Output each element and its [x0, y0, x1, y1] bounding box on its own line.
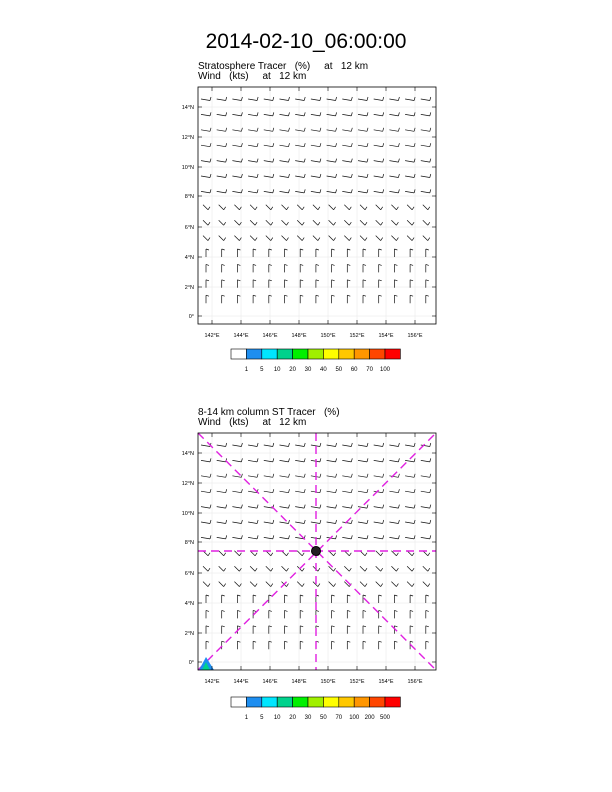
wind-barb [248, 474, 258, 478]
colorbar-label: 30 [304, 715, 312, 721]
wind-barb [295, 443, 305, 447]
wind-barb [280, 474, 290, 478]
wind-barb [201, 474, 211, 478]
wind-barb [394, 595, 397, 603]
lat-tick-label: 2°N [184, 285, 194, 291]
lon-tick-label: 142°E [204, 679, 220, 685]
wind-barb [206, 626, 209, 634]
wind-barb [248, 458, 258, 462]
colorbar-swatch [354, 697, 369, 707]
wind-barb [379, 641, 382, 649]
colorbar-label: 70 [335, 715, 343, 721]
lat-tick-label: 12°N [181, 135, 194, 141]
wind-barb [342, 535, 352, 539]
wind-barb [201, 489, 211, 493]
wind-barb [391, 582, 398, 587]
wind-barb [300, 595, 303, 603]
lat-tick-label: 4°N [184, 601, 194, 607]
colorbar-label: 20 [289, 715, 296, 721]
wind-barb [405, 443, 415, 447]
wind-barb [203, 582, 210, 587]
lon-tick-label: 144°E [233, 679, 249, 685]
wind-barb [332, 595, 335, 603]
wind-barb [264, 474, 274, 478]
wind-barb [360, 566, 367, 571]
wind-barb [342, 474, 352, 478]
wind-barb [201, 535, 211, 539]
colorbar-label: 500 [379, 715, 391, 721]
wind-barb [347, 626, 350, 634]
wind-barb [405, 535, 415, 539]
wind-barb [358, 458, 368, 462]
wind-barb [407, 566, 414, 571]
wind-barb [426, 626, 429, 634]
wind-barb [234, 566, 241, 571]
wind-barb [423, 582, 430, 587]
wind-barb [342, 458, 352, 462]
wind-barb [217, 535, 227, 539]
wind-barb [379, 626, 382, 634]
wind-barb [269, 641, 272, 649]
wind-barb [248, 505, 258, 509]
wind-barb [234, 582, 241, 587]
wind-barb [248, 520, 258, 524]
wind-barb [329, 582, 336, 587]
wind-barb [253, 595, 256, 603]
lon-tick-label: 154°E [378, 333, 394, 339]
panel-1-subtitle-line2: Wind (kts) at 12 km [198, 71, 307, 82]
lat-tick-label: 6°N [184, 225, 194, 231]
colorbar-label: 1 [244, 715, 249, 721]
wind-barb [237, 641, 240, 649]
wind-barb [269, 610, 272, 618]
wind-barb [358, 443, 368, 447]
colorbar-label: 100 [349, 715, 360, 721]
colorbar-label: 20 [289, 367, 296, 373]
wind-barb [389, 458, 399, 462]
wind-barb [266, 582, 273, 587]
lat-tick-label: 6°N [184, 571, 194, 577]
wind-barb [360, 582, 367, 587]
wind-barb [394, 610, 397, 618]
wind-barb [405, 489, 415, 493]
panel-2-subtitle-line1: 8-14 km column ST Tracer (%) [198, 407, 340, 418]
wind-barb [222, 626, 225, 634]
panel-1-subtitle-line1: Stratosphere Tracer (%) at 12 km [198, 61, 369, 72]
wind-barb [376, 582, 383, 587]
wind-barb [217, 474, 227, 478]
wind-barb [285, 626, 288, 634]
wind-barb [266, 566, 273, 571]
wind-barb [248, 535, 258, 539]
wind-barb [347, 595, 350, 603]
wind-barb [389, 520, 399, 524]
wind-barb [347, 610, 350, 618]
wind-barb [410, 595, 413, 603]
wind-barb [358, 505, 368, 509]
wind-barb [264, 458, 274, 462]
wind-barb [201, 458, 211, 462]
wind-barb [280, 520, 290, 524]
colorbar-label: 40 [320, 367, 327, 373]
wind-barb [421, 535, 431, 539]
wind-barb [358, 474, 368, 478]
wind-barb [332, 610, 335, 618]
wind-barb [374, 535, 384, 539]
lat-tick-label: 2°N [184, 631, 194, 637]
wind-barb [311, 443, 321, 447]
wind-barb [217, 505, 227, 509]
colorbar-swatch [370, 697, 385, 707]
lat-tick-label: 10°N [181, 511, 194, 517]
wind-barb [217, 520, 227, 524]
lat-tick-label: 8°N [184, 540, 194, 546]
wind-barb [342, 489, 352, 493]
wind-barb [410, 626, 413, 634]
wind-barb [342, 443, 352, 447]
lat-tick-label: 12°N [181, 481, 194, 487]
wind-barb [358, 489, 368, 493]
wind-barb [426, 641, 429, 649]
lat-tick-label: 4°N [184, 255, 194, 261]
wind-barb [206, 641, 209, 649]
wind-barb [389, 489, 399, 493]
wind-barb [426, 610, 429, 618]
colorbar-label: 30 [304, 367, 312, 373]
colorbar-label: 100 [379, 367, 391, 373]
colorbar-label: 200 [364, 715, 375, 721]
wind-barb [407, 582, 414, 587]
colorbar-swatch [308, 697, 323, 707]
wind-barb [405, 474, 415, 478]
wind-barb [282, 566, 289, 571]
colorbar-label: 50 [320, 715, 327, 721]
lon-tick-label: 156°E [407, 679, 423, 685]
storm-center-marker [312, 547, 321, 556]
wind-barb [376, 566, 383, 571]
colorbar-label: 50 [335, 367, 343, 373]
lon-tick-label: 152°E [349, 679, 365, 685]
wind-barb [264, 489, 274, 493]
lat-tick-label: 8°N [184, 194, 194, 200]
wind-barb [253, 626, 256, 634]
wind-barb [391, 566, 398, 571]
wind-barb [342, 505, 352, 509]
wind-barb [280, 535, 290, 539]
lat-tick-label: 14°N [181, 451, 194, 457]
wind-barb [206, 595, 209, 603]
colorbar-swatch [262, 697, 277, 707]
lat-tick-label: 14°N [181, 105, 194, 111]
wind-barb [295, 458, 305, 462]
wind-barb [389, 535, 399, 539]
colorbar-label: 10 [273, 367, 281, 373]
colorbar-label: 5 [260, 715, 264, 721]
wind-barb [285, 641, 288, 649]
lon-tick-label: 152°E [349, 333, 365, 339]
wind-barb [389, 443, 399, 447]
wind-barb [250, 582, 257, 587]
wind-barb [421, 458, 431, 462]
wind-barb [222, 595, 225, 603]
colorbar-label: 60 [350, 367, 358, 373]
wind-barb [421, 505, 431, 509]
lon-tick-label: 148°E [291, 333, 307, 339]
wind-barb [237, 595, 240, 603]
wind-barb [379, 595, 382, 603]
wind-barb [222, 641, 225, 649]
wind-barb [374, 458, 384, 462]
wind-barb [405, 505, 415, 509]
lon-tick-label: 146°E [262, 333, 278, 339]
wind-barb [311, 520, 321, 524]
wind-barb [206, 610, 209, 618]
lat-tick-label: 0° [188, 314, 194, 320]
wind-barb [253, 641, 256, 649]
lon-tick-label: 150°E [320, 333, 336, 339]
wind-barb [405, 520, 415, 524]
wind-barb [363, 626, 366, 634]
colorbar-swatch [293, 697, 308, 707]
wind-barb [285, 595, 288, 603]
wind-barb [374, 474, 384, 478]
wind-barb [421, 489, 431, 493]
lon-tick-label: 144°E [233, 333, 249, 339]
wind-barb [421, 474, 431, 478]
wind-barb [264, 443, 274, 447]
wind-barb [203, 566, 210, 571]
lon-tick-label: 156°E [407, 333, 423, 339]
wind-barb [217, 458, 227, 462]
wind-barb [250, 566, 257, 571]
wind-barb [269, 626, 272, 634]
lon-tick-label: 142°E [204, 333, 220, 339]
wind-barb [300, 626, 303, 634]
wind-barb [264, 535, 274, 539]
wind-barb [295, 505, 305, 509]
wind-barb [300, 641, 303, 649]
wind-barb [374, 505, 384, 509]
wind-barb [248, 443, 258, 447]
wind-barb [297, 582, 304, 587]
lon-tick-label: 146°E [262, 679, 278, 685]
page-title: 2014-02-10_06:00:00 [205, 30, 407, 53]
lat-tick-label: 0° [188, 660, 194, 666]
wind-barb [358, 535, 368, 539]
lon-tick-label: 154°E [378, 679, 394, 685]
wind-barb [237, 610, 240, 618]
wind-barb [300, 610, 303, 618]
wind-barb [295, 520, 305, 524]
wind-barb [394, 641, 397, 649]
wind-barb [363, 610, 366, 618]
wind-barb [379, 610, 382, 618]
panel-2-subtitle-line2: Wind (kts) at 12 km [198, 417, 307, 428]
lat-tick-label: 10°N [181, 165, 194, 171]
wind-barb [217, 489, 227, 493]
wind-barb [280, 458, 290, 462]
colorbar-swatch [339, 697, 354, 707]
wind-barb [295, 489, 305, 493]
wind-barb [280, 505, 290, 509]
wind-barb [389, 505, 399, 509]
colorbar-swatch [385, 697, 400, 707]
wind-barb [426, 595, 429, 603]
wind-barb [280, 443, 290, 447]
colorbar-label: 70 [366, 367, 373, 373]
wind-barb [217, 443, 227, 447]
colorbar-label: 10 [273, 715, 281, 721]
colorbar-swatch [246, 697, 261, 707]
lon-tick-label: 150°E [320, 679, 336, 685]
colorbar-swatch [277, 697, 292, 707]
colorbar-label: 1 [244, 367, 249, 373]
wind-barb [374, 443, 384, 447]
colorbar-swatch [231, 697, 246, 707]
wind-barb [264, 520, 274, 524]
wind-barb [332, 641, 335, 649]
wind-barb [410, 610, 413, 618]
wind-barb [201, 505, 211, 509]
wind-barb [344, 566, 351, 571]
wind-barb [295, 474, 305, 478]
wind-barb [358, 520, 368, 524]
colorbar-label: 5 [260, 367, 264, 373]
wind-barb [280, 489, 290, 493]
wind-barb [423, 566, 430, 571]
wind-barb [222, 610, 225, 618]
wind-barb [219, 566, 226, 571]
wind-barb [374, 520, 384, 524]
wind-barb [219, 582, 226, 587]
lon-tick-label: 148°E [291, 679, 307, 685]
wind-barb [201, 520, 211, 524]
colorbar-swatch [323, 697, 338, 707]
wind-barb [421, 520, 431, 524]
wind-barb [332, 626, 335, 634]
wind-barb [285, 610, 288, 618]
wind-barb [363, 641, 366, 649]
wind-barb [347, 641, 350, 649]
